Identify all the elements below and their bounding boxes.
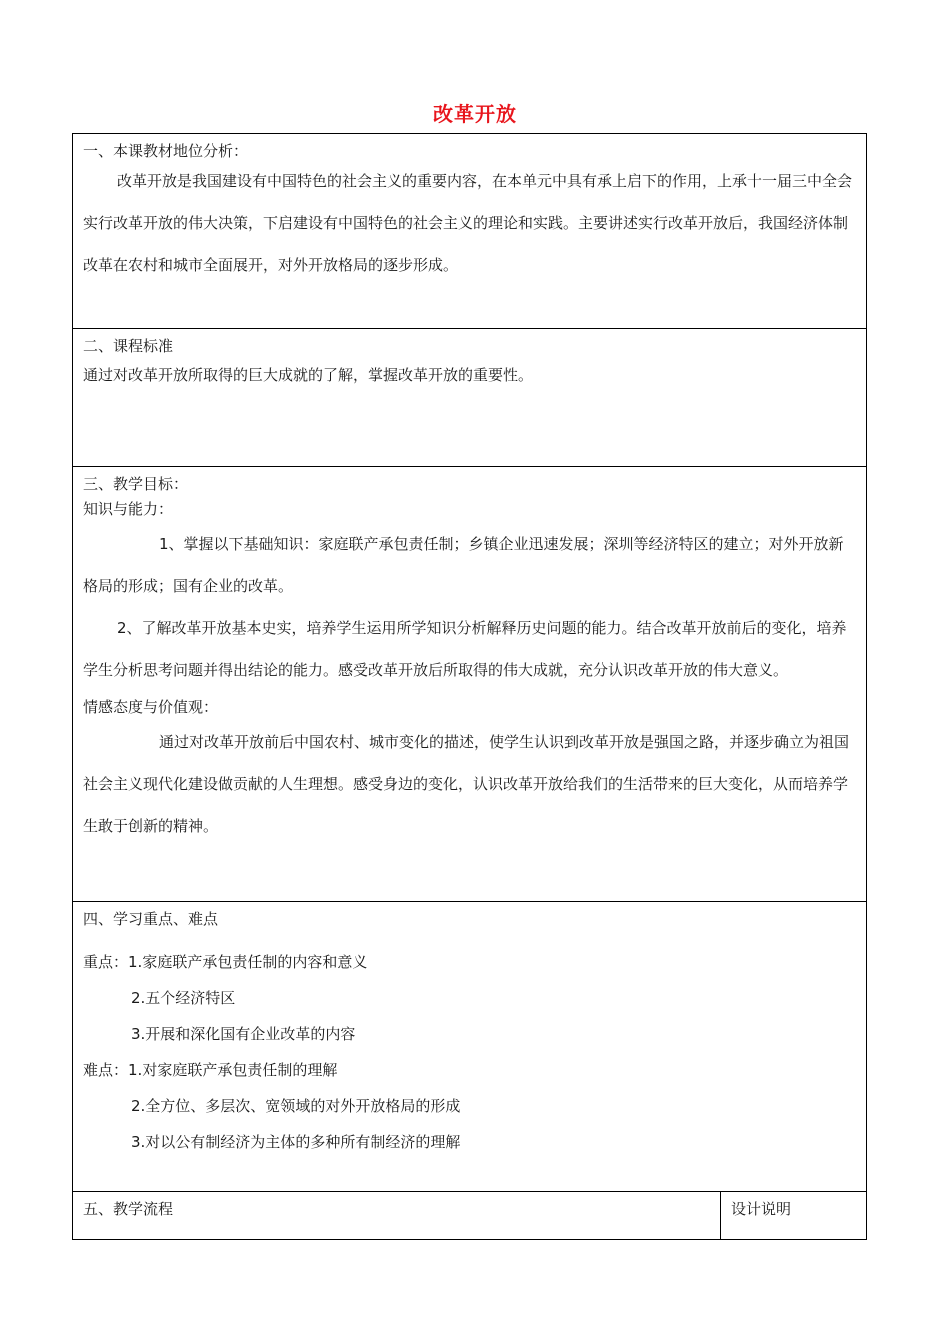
difficult-point: 3.对以公有制经济为主体的多种所有制经济的理解 xyxy=(131,1133,461,1151)
section-cell-keypoints xyxy=(73,902,867,1192)
section-heading: 二、课程标准 xyxy=(83,337,174,355)
section-cell-standard xyxy=(73,329,867,467)
difficult-point: 2.全方位、多层次、宽领域的对外开放格局的形成 xyxy=(131,1097,461,1115)
difficult-point-line xyxy=(83,1052,856,1088)
section-row-process xyxy=(73,1192,867,1240)
section-heading: 一、本课教材地位分析： xyxy=(83,142,249,160)
section-row-keypoints xyxy=(73,902,867,1192)
key-point: 2.五个经济特区 xyxy=(131,989,236,1007)
lesson-plan-table xyxy=(72,133,867,1240)
key-point-line xyxy=(83,944,856,980)
section-heading: 三、教学目标： xyxy=(83,475,189,493)
process-cell xyxy=(73,1192,721,1240)
section-row-standard xyxy=(73,329,867,467)
objective-item: 通过对改革开放前后中国农村、城市变化的描述，使学生认识到改革开放是强国之路，并逐步确立为祖国社会主义现代化建设做贡献的人生理想。感受身边的变化，认识改革开放给我们的生活带来的巨大变化，从而培养学生敢于创新的精神。 xyxy=(83,733,850,835)
key-point: 3.开展和深化国有企业改革的内容 xyxy=(131,1025,356,1043)
section-body: 改革开放是我国建设有中国特色的社会主义的重要内容，在本单元中具有承上启下的作用，上承十一届三中全会实行改革开放的伟大决策，下启建设有中国特色的社会主义的理论和实践。主要讲述实行改革开放后，我国经济体制改革在农村和城市全面展开，对外开放格局的逐步形成。 xyxy=(83,172,853,274)
objective-item: 2、了解改革开放基本史实，培养学生运用所学知识分析解释历史问题的能力。结合改革开放前后的变化，培养学生分析思考问题并得出结论的能力。感受改革开放后所取得的伟大成就，充分认识改革开放的伟大意义。 xyxy=(83,619,847,679)
document-title: 改革开放 xyxy=(433,102,517,126)
subheading-knowledge: 知识与能力： xyxy=(83,500,174,518)
side-heading: 设计说明 xyxy=(731,1200,792,1218)
objective-item: 1、掌握以下基础知识：家庭联产承包责任制；乡镇企业迅速发展；深圳等经济特区的建立；对外开放新格局的形成；国有企业的改革。 xyxy=(83,535,844,595)
section-row-analysis xyxy=(73,134,867,329)
subheading-attitude: 情感态度与价值观： xyxy=(83,698,219,716)
section-heading: 四、学习重点、难点 xyxy=(83,910,219,928)
section-row-objectives xyxy=(73,467,867,902)
difficult-label: 难点： xyxy=(83,1061,129,1079)
section-body: 通过对改革开放所取得的巨大成就的了解，掌握改革开放的重要性。 xyxy=(83,366,534,384)
difficult-point: 1.对家庭联产承包责任制的理解 xyxy=(128,1061,338,1079)
key-label: 重点： xyxy=(83,953,129,971)
section-cell-objectives xyxy=(73,467,867,902)
key-point: 1.家庭联产承包责任制的内容和意义 xyxy=(128,953,368,971)
design-notes-cell xyxy=(721,1192,867,1240)
section-heading: 五、教学流程 xyxy=(83,1200,174,1218)
section-cell-analysis xyxy=(73,134,867,329)
